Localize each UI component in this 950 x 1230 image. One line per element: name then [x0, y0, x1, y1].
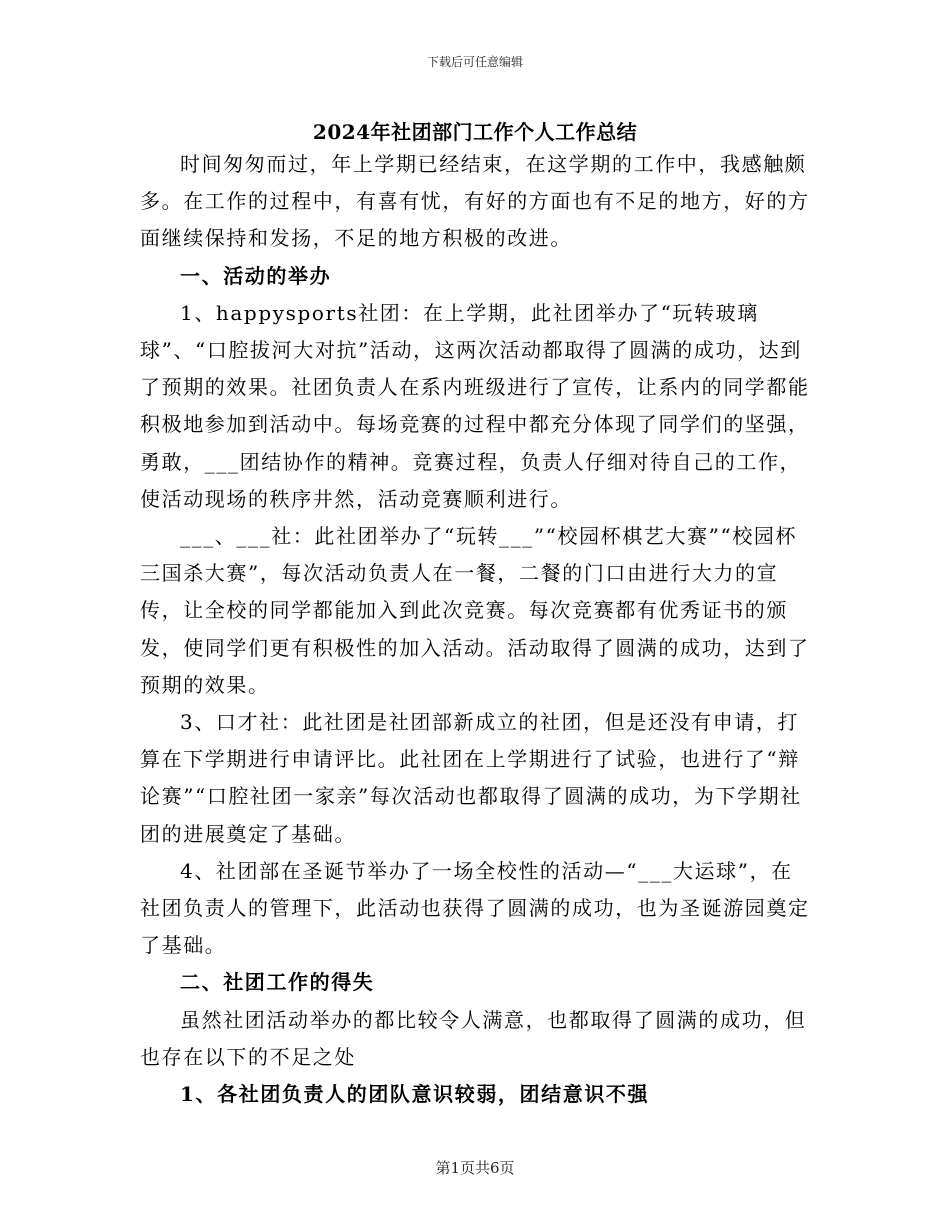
section-heading-gains-losses: 二、社团工作的得失 [180, 970, 375, 995]
page-footer-number: 第1页共6页 [435, 1159, 515, 1177]
section-heading-activities: 一、活动的举办 [180, 263, 332, 288]
paragraph-club-2: ___、___社：此社团举办了“玩转___”“校园杯棋艺大赛”“校园杯三国杀大赛”，每次活动负责人在一餐，二餐的门口由进行大力的宣传，让全校的同学都能加入到此次竞赛。每次竞赛都有优秀证书的颁发，使同学们更有积极性的加入活动。活动取得了圆满的成功，达到了预期的效果。 [140, 524, 810, 697]
page-header-note: 下载后可任意编辑 [426, 55, 523, 69]
paragraph-eloquence-club: 3、口才社：此社团是社团部新成立的社团，但是还没有申请，打算在下学期进行申请评比。此社团在上学期进行了试验，也进行了“辩论赛”“口腔社团一家亲”每次活动也都取得了圆满的成功，为下学期社团的进展奠定了基础。 [140, 710, 802, 846]
paragraph-christmas-event: 4、社团部在圣诞节举办了一场全校性的活动—“___大运球”，在社团负责人的管理下，此活动也获得了圆满的成功，也为圣诞游园奠定了基础。 [140, 858, 810, 958]
intro-paragraph: 时间匆匆而过，年上学期已经结束，在这学期的工作中，我感触颇多。在工作的过程中，有喜有忧，有好的方面也有不足的地方，好的方面继续保持和发扬，不足的地方积极的改进。 [140, 152, 810, 251]
document-title: 2024年社团部门工作个人工作总结 [312, 120, 638, 144]
subheading-teamwork: 1、各社团负责人的团队意识较弱，团结意识不强 [180, 1082, 650, 1107]
document-body [140, 146, 812, 1113]
paragraph-happysports: 1、happysports社团：在上学期，此社团举办了“玩转玻璃球”、“口腔拔河大对抗”活动，这两次活动都取得了圆满的成功，达到了预期的效果。社团负责人在系内班级进行了宣传，让系内的同学都能积极地参加到活动中。每场竞赛的过程中都充分体现了同学们的坚强，勇敢，___团结协作的精神。竞赛过程，负责人仔细对待自己的工作，使活动现场的秩序井然，活动竞赛顺利进行。 [140, 300, 810, 511]
paragraph-shortcomings-intro: 虽然社团活动举办的都比较令人满意，也都取得了圆满的成功，但也存在以下的不足之处 [140, 1007, 807, 1069]
